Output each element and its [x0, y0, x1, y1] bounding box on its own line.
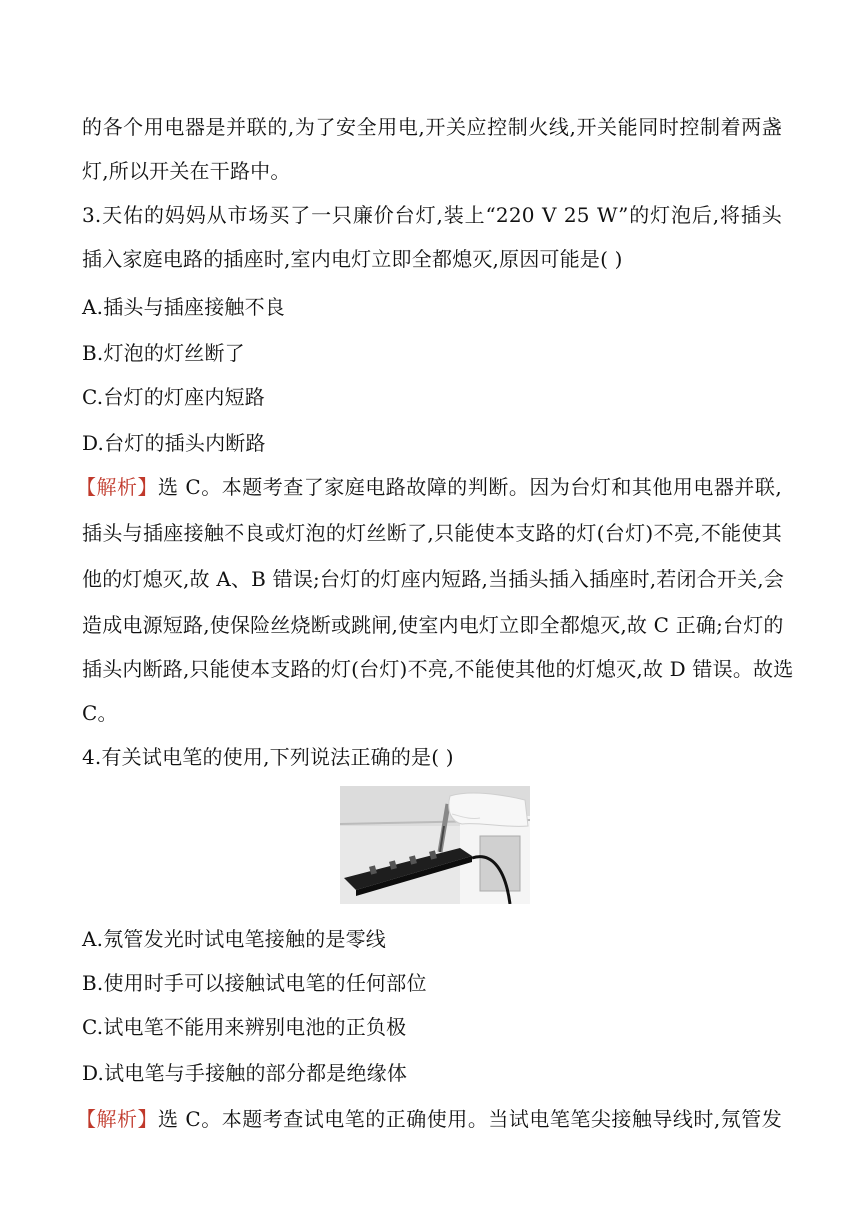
q4-option-c: C.试电笔不能用来辨别电池的正负极 — [82, 1015, 407, 1039]
q4-option-a: A.氖管发光时试电笔接触的是零线 — [82, 927, 387, 951]
q4-analysis-tag: 【解析】 — [76, 1107, 159, 1131]
q4-option-d: D.试电笔与手接触的部分都是绝缘体 — [82, 1061, 408, 1085]
q3-analysis-tag: 【解析】 — [76, 475, 159, 499]
q3-option-a: A.插头与插座接触不良 — [82, 295, 286, 319]
q3-analysis-line-3: 他的灯熄灭,故 A、B 错误;台灯的灯座内短路,当插头插入插座时,若闭合开关,会 — [82, 567, 785, 591]
q4-stem: 4.有关试电笔的使用,下列说法正确的是( ) — [82, 745, 454, 769]
q3-option-b: B.灯泡的灯丝断了 — [82, 341, 245, 365]
q4-option-b: B.使用时手可以接触试电笔的任何部位 — [82, 971, 427, 995]
q4-analysis-text-1: 选 C。本题考查试电笔的正确使用。当试电笔笔尖接触导线时,氖管发 — [158, 1107, 782, 1131]
q3-stem-line-2: 插入家庭电路的插座时,室内电灯立即全都熄灭,原因可能是( ) — [82, 247, 623, 271]
q3-analysis-line-5: 插头内断路,只能使本支路的灯(台灯)不亮,不能使其他的灯熄灭,故 D 错误。故选 — [82, 657, 794, 681]
q3-analysis-text-1: 选 C。本题考查了家庭电路故障的判断。因为台灯和其他用电器并联, — [158, 475, 782, 499]
q3-analysis-line-2: 插头与插座接触不良或灯泡的灯丝断了,只能使本支路的灯(台灯)不亮,不能使其 — [82, 521, 782, 545]
q3-option-c: C.台灯的灯座内短路 — [82, 385, 265, 409]
q3-analysis-line-1 — [76, 474, 782, 500]
q3-analysis-line-4: 造成电源短路,使保险丝烧断或跳闸,使室内电灯立即全都熄灭,故 C 正确;台灯的 — [82, 613, 784, 637]
q4-analysis-line-1 — [76, 1106, 782, 1132]
continuation-line-2: 灯,所以开关在干路中。 — [82, 159, 291, 183]
test-pen-illustration — [340, 786, 530, 904]
q3-option-d: D.台灯的插头内断路 — [82, 431, 266, 455]
q3-stem-line-1: 3.天佑的妈妈从市场买了一只廉价台灯,装上“220 V 25 W”的灯泡后,将插头 — [82, 203, 782, 227]
test-pen-photo — [340, 786, 530, 904]
continuation-line-1: 的各个用电器是并联的,为了安全用电,开关应控制火线,开关能同时控制着两盏 — [82, 115, 782, 139]
q3-analysis-line-6: C。 — [82, 701, 118, 725]
